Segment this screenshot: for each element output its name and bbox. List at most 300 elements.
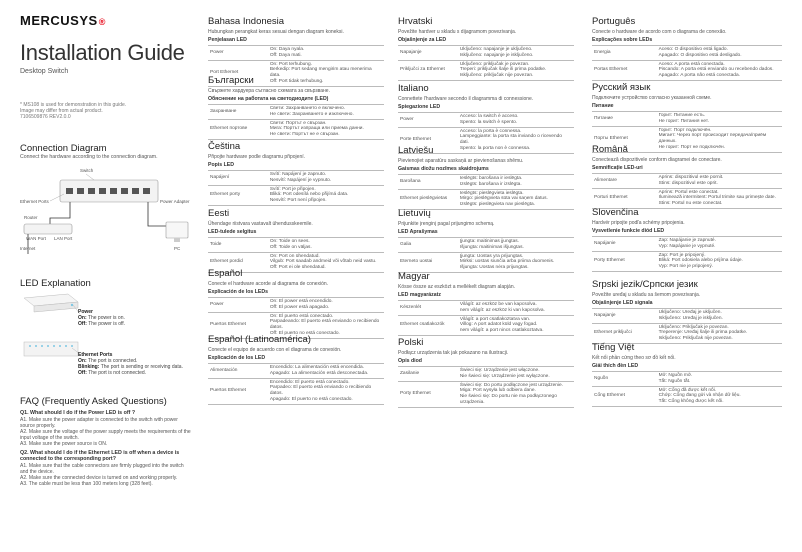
faq-answer: A3. The cable must be less than 100 meters long (328 feet). — [20, 480, 153, 487]
table-row — [592, 60, 782, 80]
led-state: Isključeno: Uređaj je isključen. — [658, 315, 723, 321]
led-state: Izslēgts: pieslēgvieta nav pieslēgta. — [459, 202, 536, 208]
led-table — [208, 170, 384, 206]
led-state: Nie świeci się: Do portu nie ma podłączonego urządzenia. — [459, 394, 557, 405]
led-state-cell — [458, 301, 574, 316]
led-table — [398, 174, 574, 210]
table-row — [208, 298, 384, 313]
led-subheading: Explicación de los LED — [208, 355, 266, 361]
led-state: Nie świeci się: Urządzenie jest wyłączone. — [459, 373, 550, 379]
led-state: On: El puerto está conectado. — [269, 313, 334, 319]
led-subheading: Giải thích đèn LED — [592, 363, 639, 369]
language-intro: Kösse össze az eszközt a mellékelt diagram alapján. — [398, 284, 516, 290]
ethernet-ports-label: Ethernet Ports — [20, 199, 49, 204]
language-title: Čeština — [208, 141, 241, 152]
led-state-cell — [458, 175, 574, 190]
led-state: Iluminează intermitent: Portul trimite sau primește date. — [658, 195, 776, 201]
table-row — [208, 119, 384, 139]
led-table — [398, 366, 574, 408]
led-subheading: Objašnjenje LED signala — [592, 300, 653, 306]
led-state: Off: Port ei ole ühendatud. — [269, 265, 326, 271]
table-row — [208, 105, 384, 120]
led-state-cell — [458, 46, 574, 61]
led-state: Stins: dispozitivul este oprit. — [658, 180, 718, 186]
led-state-cell — [657, 309, 782, 324]
led-subheading: Vysvetlenie funkcie diód LED — [592, 228, 665, 234]
table-row — [398, 252, 574, 272]
legend-label: Off: — [78, 370, 87, 376]
table-row — [398, 175, 574, 190]
led-state: Encendido: El puerto está conectado. — [269, 379, 350, 385]
led-name: Alimentación — [208, 364, 268, 379]
language-title: Polski — [398, 337, 424, 348]
page-subtitle: Desktop Switch — [20, 68, 69, 75]
led-state: Uključeno: napajanje je uključeno. — [459, 47, 533, 52]
led-state: Uključeno: Uređaj je uključen. — [658, 310, 722, 315]
language-title: Lietuvių — [398, 208, 431, 219]
language-title: Eesti — [208, 208, 230, 219]
pc-icon — [166, 222, 188, 238]
led-name: Napájení — [208, 171, 268, 186]
led-state: Apagado: La alimentación está desconectada. — [269, 370, 369, 376]
led-subheading: Spiegazione LED — [398, 104, 441, 110]
led-state: Ieslēgts: barošana ir ieslēgta. — [459, 176, 523, 181]
page-title: Installation Guide — [20, 40, 185, 65]
led-state: Aprins: dispozitivul este pornit. — [658, 175, 724, 180]
table-row — [592, 309, 782, 324]
led-state: Isključeno: Priključak nije povezan. — [658, 336, 733, 342]
led-table — [592, 236, 782, 272]
legend-text: The port is sending or receiving data. — [100, 364, 183, 370]
language-section — [592, 279, 782, 344]
led-state: Chớp: Cổng đang gửi và nhận dữ liệu. — [658, 393, 741, 399]
power-adapter-label: Power Adapter — [160, 199, 190, 204]
led-name: Napajanje — [398, 46, 458, 61]
led-state: nem világít: az eszköz ki van kapcsolva. — [459, 307, 545, 313]
led-state: Apagado: A porta não está conectada. — [658, 73, 740, 79]
led-state-cell — [657, 372, 782, 387]
led-state: Горит: Питание есть. — [658, 113, 706, 118]
led-table — [208, 297, 384, 339]
language-section — [208, 268, 384, 339]
power-led-title: Power — [78, 309, 94, 315]
legend-label: Blinking: — [78, 364, 100, 370]
led-state-cell — [458, 189, 574, 209]
led-subheading: Explicações sobre LEDs — [592, 37, 653, 43]
led-name: Napajanje — [592, 309, 657, 324]
language-intro: Kết nối phần cứng theo sơ đồ kết nối. — [592, 355, 676, 361]
led-state: Off: Daya mati. — [269, 52, 302, 58]
led-subheading: Popis LED — [208, 162, 234, 168]
led-state: Izslēgts: barošana ir izslēgta. — [459, 181, 522, 187]
led-state: Aprins: Portul este conectat. — [658, 189, 719, 195]
led-name: Power — [208, 298, 268, 313]
language-section — [592, 144, 782, 209]
led-diagram — [20, 292, 80, 368]
led-name: Eterneto uostai — [398, 252, 458, 272]
led-name: Порты Ethernet — [592, 126, 657, 152]
led-subheading: LED-tulede selgitus — [208, 229, 257, 235]
led-state: Не горит: Питания нет. — [658, 118, 709, 124]
table-row — [592, 251, 782, 271]
router-icon — [24, 224, 72, 234]
led-state: Не свети: Захранването е изключено. — [269, 111, 354, 117]
led-name: Port Ethernet — [208, 60, 268, 86]
faq-answer: A2. Make sure the connected device is turned on and working properly. — [20, 474, 178, 481]
led-table — [592, 173, 782, 209]
language-intro: Povežite hardver u skladu s dijagramom povezivanja. — [398, 29, 517, 35]
language-intro: Conecte o hardware de acordo com o diagrama de conexão. — [592, 29, 727, 35]
led-table — [592, 371, 782, 407]
led-table — [398, 45, 574, 81]
language-intro: Pievienojiet aparatūru saskaņā ar pievienošanas shēmu. — [398, 158, 524, 164]
led-state: Parpadeo: El puerto está enviando o recibiendo datos. — [269, 385, 372, 397]
wan-port-label: WAN Port — [26, 236, 46, 241]
led-state: Zap: Port je pripojený. — [658, 252, 706, 258]
led-state: Piscando: A porta está enviando ou recebendo dados. — [658, 67, 774, 73]
table-row — [208, 364, 384, 379]
led-name: Galia — [398, 238, 458, 253]
connection-diagram — [20, 166, 192, 262]
table-row — [208, 185, 384, 205]
language-section — [208, 75, 384, 140]
led-state: Spento: la switch è spento. — [459, 119, 518, 125]
led-state: Mở: Nguồn mở. — [658, 373, 693, 378]
language-intro: Conectează dispozitivele conform diagramei de conectare. — [592, 157, 722, 163]
led-table — [398, 237, 574, 273]
led-state-cell — [657, 251, 782, 271]
led-name: Ethernet pordid — [208, 252, 268, 272]
led-state: Tắt: Nguồn tắt. — [658, 378, 691, 384]
led-table — [592, 308, 782, 344]
led-name: Alimentare — [592, 174, 657, 189]
led-section — [20, 278, 192, 289]
led-state-cell — [268, 238, 384, 253]
led-state: Svítí: Napájení je zapnuto. — [269, 172, 327, 177]
led-state: Isključeno: priključak nije povezan. — [459, 73, 534, 79]
led-state: Aceso: A porta está conectada. — [658, 61, 725, 67]
language-intro: Prijunkite įrenginį pagal prijungimo schemą. — [398, 221, 495, 227]
led-name: Ethernet csatlakozók — [398, 315, 458, 335]
note-line: Image may differ from actual product. — [20, 108, 103, 114]
language-section — [208, 208, 384, 273]
led-state: Vyp: Napájanie je vypnuté. — [658, 243, 716, 249]
led-subheading: Opis diod — [398, 358, 422, 364]
led-state: Uključeno: priključak je povezan. — [459, 61, 530, 67]
led-state: Miga: Port wysyła lub odbiera dane. — [459, 388, 536, 394]
led-subheading: Penjelasan LED — [208, 37, 247, 43]
led-state: On: Daya nyala. — [269, 47, 305, 52]
faq-section — [20, 396, 192, 487]
led-state-cell — [458, 381, 574, 407]
switch-label: Switch — [80, 168, 94, 173]
language-title: Bahasa Indonesia — [208, 16, 285, 27]
table-row — [592, 372, 782, 387]
led-name: Zasilanie — [398, 367, 458, 382]
language-intro: Ühendage riistvara vastavalt ühendusskeemile. — [208, 221, 313, 227]
led-name: Nguồn — [592, 372, 657, 387]
led-state: nem világít: a port nincs csatlakoztatva. — [459, 328, 544, 334]
led-state-cell — [268, 119, 384, 139]
power-led-legend — [78, 309, 190, 327]
led-state: Nesvítí: Napájení je vypnuto. — [269, 177, 332, 183]
column-english — [20, 0, 192, 552]
led-state: Vyp: Port nie je pripojený. — [658, 264, 714, 270]
table-row — [398, 189, 574, 209]
language-intro: Conecte el equipo de acuerdo con el diagrama de conexión. — [208, 347, 342, 353]
led-state: Мига: Портът изпраща или приема данни. — [269, 126, 364, 132]
connection-section — [20, 143, 192, 160]
language-section — [398, 208, 574, 273]
language-title: Español — [208, 268, 243, 279]
led-state: Off: Port tidak terhubung. — [269, 78, 324, 84]
table-row — [398, 367, 574, 382]
led-name: Power — [208, 46, 268, 61]
led-state: Išjungta: Uostas nėra prijungtas. — [459, 265, 529, 271]
language-intro: Podłącz urządzenia tak jak pokazano na ilustracji. — [398, 350, 509, 356]
led-name: Puertos Ethernet — [208, 378, 268, 404]
led-state: Świeci się: Urządzenie jest włączone. — [459, 368, 540, 373]
table-row — [592, 174, 782, 189]
led-table — [398, 300, 574, 336]
faq-heading: FAQ (Frequently Asked Questions) — [20, 396, 167, 407]
led-name: Porturi Ethernet — [592, 188, 657, 208]
led-name: Puertos Ethernet — [208, 312, 268, 338]
led-state: Parpadeando: El puerto está enviando o recibiendo datos. — [269, 319, 380, 331]
language-title: Magyar — [398, 271, 430, 282]
column-languages-3 — [592, 0, 782, 552]
led-state: Off: El puerto no está conectado. — [269, 330, 340, 336]
led-table — [208, 104, 384, 140]
language-title: Português — [592, 16, 636, 27]
led-state: Bliká: Port odosiela alebo prijíma údaje. — [658, 258, 743, 264]
table-row — [208, 378, 384, 404]
legend-text: The power is on. — [87, 315, 125, 321]
led-heading: LED Explanation — [20, 278, 91, 289]
led-state: Berkedip: Port sedang mengirim atau menerima data. — [269, 67, 372, 79]
faq-answer: A3. Make sure the power source is ON. — [20, 440, 108, 447]
router-label: Router — [24, 215, 38, 220]
led-state: Stins: Portul nu este conectat. — [658, 201, 723, 207]
led-state: Bliká: Port odesílá nebo přijímá data. — [269, 192, 349, 198]
led-state: Svítí: Port je připojen. — [269, 186, 316, 192]
language-intro: Připojte hardware podle diagramu připojení. — [208, 154, 306, 160]
led-state: Ieslēgts: pieslēgvieta ieslēgta. — [459, 190, 524, 196]
lan-port-label: LAN Port — [54, 236, 73, 241]
language-section — [592, 16, 782, 81]
led-state: On: Port on ühendatud. — [269, 253, 320, 259]
led-name: Ethernet priključci — [592, 323, 657, 343]
led-state-cell — [268, 105, 384, 120]
led-state: Nesvítí: Port není připojen. — [269, 198, 327, 204]
led-state: Zap: Napájanie je zapnuté. — [658, 238, 716, 243]
led-state: Világít: az eszköz be van kapcsolva. — [459, 302, 537, 307]
faq-question: Q1. What should I do if the Power LED is off ? — [20, 410, 136, 416]
language-section — [208, 141, 384, 206]
led-state: Uključeno: Priključak je povezan. — [658, 324, 729, 330]
table-row — [592, 323, 782, 343]
led-state: Off: Toide on väljas. — [269, 244, 312, 250]
led-state: Acceso: la switch è acceso. — [459, 114, 519, 119]
led-name: Portas Ethernet — [592, 60, 657, 80]
legend-label: On: — [78, 358, 87, 364]
led-name: Cổng Ethernet — [592, 386, 657, 406]
language-section — [208, 334, 384, 405]
language-intro: Connettete l'hardware secondo il diagramma di connessione. — [398, 96, 534, 102]
led-state-cell — [657, 323, 782, 343]
ethernet-led-legend — [78, 352, 192, 376]
table-row — [592, 188, 782, 208]
language-title: Slovenčina — [592, 207, 639, 218]
led-subheading: Gaismas diožu nozīmes skaidrojums — [398, 166, 489, 172]
led-state: Mirksi: uostas siunčia arba priima duomenis. — [459, 259, 555, 265]
table-row — [398, 46, 574, 61]
legend-text: The port is connected. — [87, 358, 138, 364]
led-state-cell — [657, 112, 782, 127]
led-name: Barošana — [398, 175, 458, 190]
faq-answer: A1. Make sure the power adapter is connected to the switch with power source properly. — [20, 416, 178, 429]
language-title: Latviešu — [398, 145, 434, 156]
led-name: Ethernet портове — [208, 119, 268, 139]
led-state: Treperi: priključak šalje ili prima podatke. — [459, 67, 547, 73]
led-state-cell — [657, 237, 782, 252]
table-row — [398, 381, 574, 407]
led-state: Свети: Захранването е включено. — [269, 106, 346, 111]
connection-desc: Connect the hardware according to the connection diagram. — [20, 154, 158, 160]
led-name: Захранване — [208, 105, 268, 120]
table-row — [398, 315, 574, 335]
language-section — [398, 16, 574, 81]
table-row — [208, 238, 384, 253]
legend-text: The port is not connected. — [88, 370, 147, 376]
led-subheading: LED Aprašymas — [398, 229, 438, 235]
led-state-cell — [657, 174, 782, 189]
led-state: Vilgub: Port saadab andmeid või võtab neid vastu. — [269, 259, 377, 265]
led-name: Napájanie — [592, 237, 657, 252]
table-row — [208, 46, 384, 61]
led-state-cell — [657, 188, 782, 208]
led-name: Power — [398, 113, 458, 128]
led-name: Porte Ethernet — [398, 127, 458, 153]
led-name: Priključci za Ethernet — [398, 60, 458, 80]
led-state: Tắt: Cổng không được kết nối. — [658, 399, 724, 405]
language-intro: Povežite uređaj u skladu sa šemom povezivanja. — [592, 292, 701, 298]
note-line: * MS108 is used for demonstration in this guide. — [20, 102, 127, 108]
table-row — [398, 60, 574, 80]
table-row — [398, 113, 574, 128]
led-state-cell — [268, 378, 384, 404]
language-title: Italiano — [398, 83, 429, 94]
led-state: Mở: Cổng đã được kết nối. — [658, 387, 717, 393]
language-intro: Hardvér pripojte podľa schémy pripojenia. — [592, 220, 685, 226]
led-name: Питание — [592, 112, 657, 127]
led-state-cell — [268, 298, 384, 313]
led-name: Porty Ethernet — [398, 381, 458, 407]
led-subheading: Питание — [592, 103, 614, 109]
led-state: Villog: A port adatot küld vagy fogad. — [459, 322, 538, 328]
language-title: Tiếng Việt — [592, 342, 635, 353]
language-title: Hrvatski — [398, 16, 433, 27]
led-state: Apagado: El puerto no está conectado. — [269, 396, 353, 402]
language-section — [398, 337, 574, 408]
led-state-cell — [458, 60, 574, 80]
led-name: Energia — [592, 46, 657, 61]
language-title: Română — [592, 144, 628, 155]
brand-mark: ® — [98, 17, 106, 27]
led-state: Mirgo: pieslēgvieta sūta vai saņem datus. — [459, 196, 548, 202]
led-name: Ethernet porty — [208, 185, 268, 205]
connection-heading: Connection Diagram — [20, 143, 107, 154]
table-row — [592, 46, 782, 61]
led-state: Свети: Портът е свързан. — [269, 120, 327, 126]
led-state: Világít: a port csatlakoztatva van. — [459, 316, 531, 322]
language-title: Русский язык — [592, 82, 651, 93]
brand-logo — [20, 13, 106, 28]
led-state: Įjungta: maitinimas įjungtas. — [459, 239, 520, 244]
led-state: Aceso: O dispositivo está ligado. — [658, 47, 728, 52]
language-section — [398, 83, 574, 154]
internet-label: Internet — [20, 246, 36, 251]
table-row — [592, 386, 782, 406]
led-state: Świeci się: Do portu podłączone jest urządzenie. — [459, 382, 564, 388]
language-title: Български — [208, 75, 254, 86]
column-languages-1 — [208, 0, 384, 552]
led-state-cell — [458, 315, 574, 335]
language-section — [592, 342, 782, 407]
ethernet-led-title: Ethernet Ports — [78, 352, 113, 358]
led-state: Горит: Порт подключён. — [658, 127, 712, 133]
led-state: Acceso: la porta è connessa. — [459, 128, 522, 134]
led-state: On: Toide on sees. — [269, 239, 310, 244]
faq-answer: A2. Make sure the voltage of the power supply meets the requirements of the input voltage of the switch. — [20, 428, 191, 441]
table-row — [592, 112, 782, 127]
led-name: Toide — [208, 238, 268, 253]
language-title: Srpski jezik/Српски језик — [592, 279, 698, 290]
model-number: 7106509876 REV2.0.0 — [20, 114, 71, 120]
led-state: On: Port terhubung. — [269, 61, 312, 67]
led-state: On: El power está encendido. — [269, 299, 333, 304]
led-subheading: Semnificație LED-uri — [592, 165, 643, 171]
legend-label: On: — [78, 315, 87, 321]
led-state: Lampeggiante: la porta sta inviando o ricevendo dati. — [459, 134, 562, 146]
led-name: Készenlét — [398, 301, 458, 316]
language-section — [592, 82, 782, 153]
led-state-cell — [657, 46, 782, 61]
led-state-cell — [458, 238, 574, 253]
column-languages-2 — [398, 0, 574, 552]
led-state: Off: El power está apagado. — [269, 304, 330, 310]
led-state-cell — [268, 364, 384, 379]
table-row — [208, 171, 384, 186]
led-state-cell — [268, 185, 384, 205]
led-name: Porty Ethernet — [592, 251, 657, 271]
power-led-icon — [71, 304, 73, 306]
language-intro: Conecte el hardware acorde al diagrama de conexión. — [208, 281, 329, 287]
led-state: Isključeno: napajanje je isključeno. — [459, 52, 534, 58]
led-state: Apagado: O dispositivo está desligado. — [658, 52, 742, 58]
language-section — [592, 207, 782, 272]
led-state: Не свети: Портът не е свързан. — [269, 132, 340, 138]
table-row — [398, 238, 574, 253]
legend-label: Off: — [78, 321, 87, 327]
demo-note — [20, 102, 190, 120]
led-name: Ethernet pieslēgvietas — [398, 189, 458, 209]
led-state-cell — [268, 46, 384, 61]
brand-name: MERCUSYS — [20, 13, 98, 28]
led-state: Spento: la porta non è connessa. — [459, 145, 531, 151]
faq-question: Q2. What should I do if the Ethernet LED is off when a device is connected to the corresponding port? — [20, 449, 180, 462]
led-state: Encendido: La alimentación está encendida. — [269, 365, 364, 370]
